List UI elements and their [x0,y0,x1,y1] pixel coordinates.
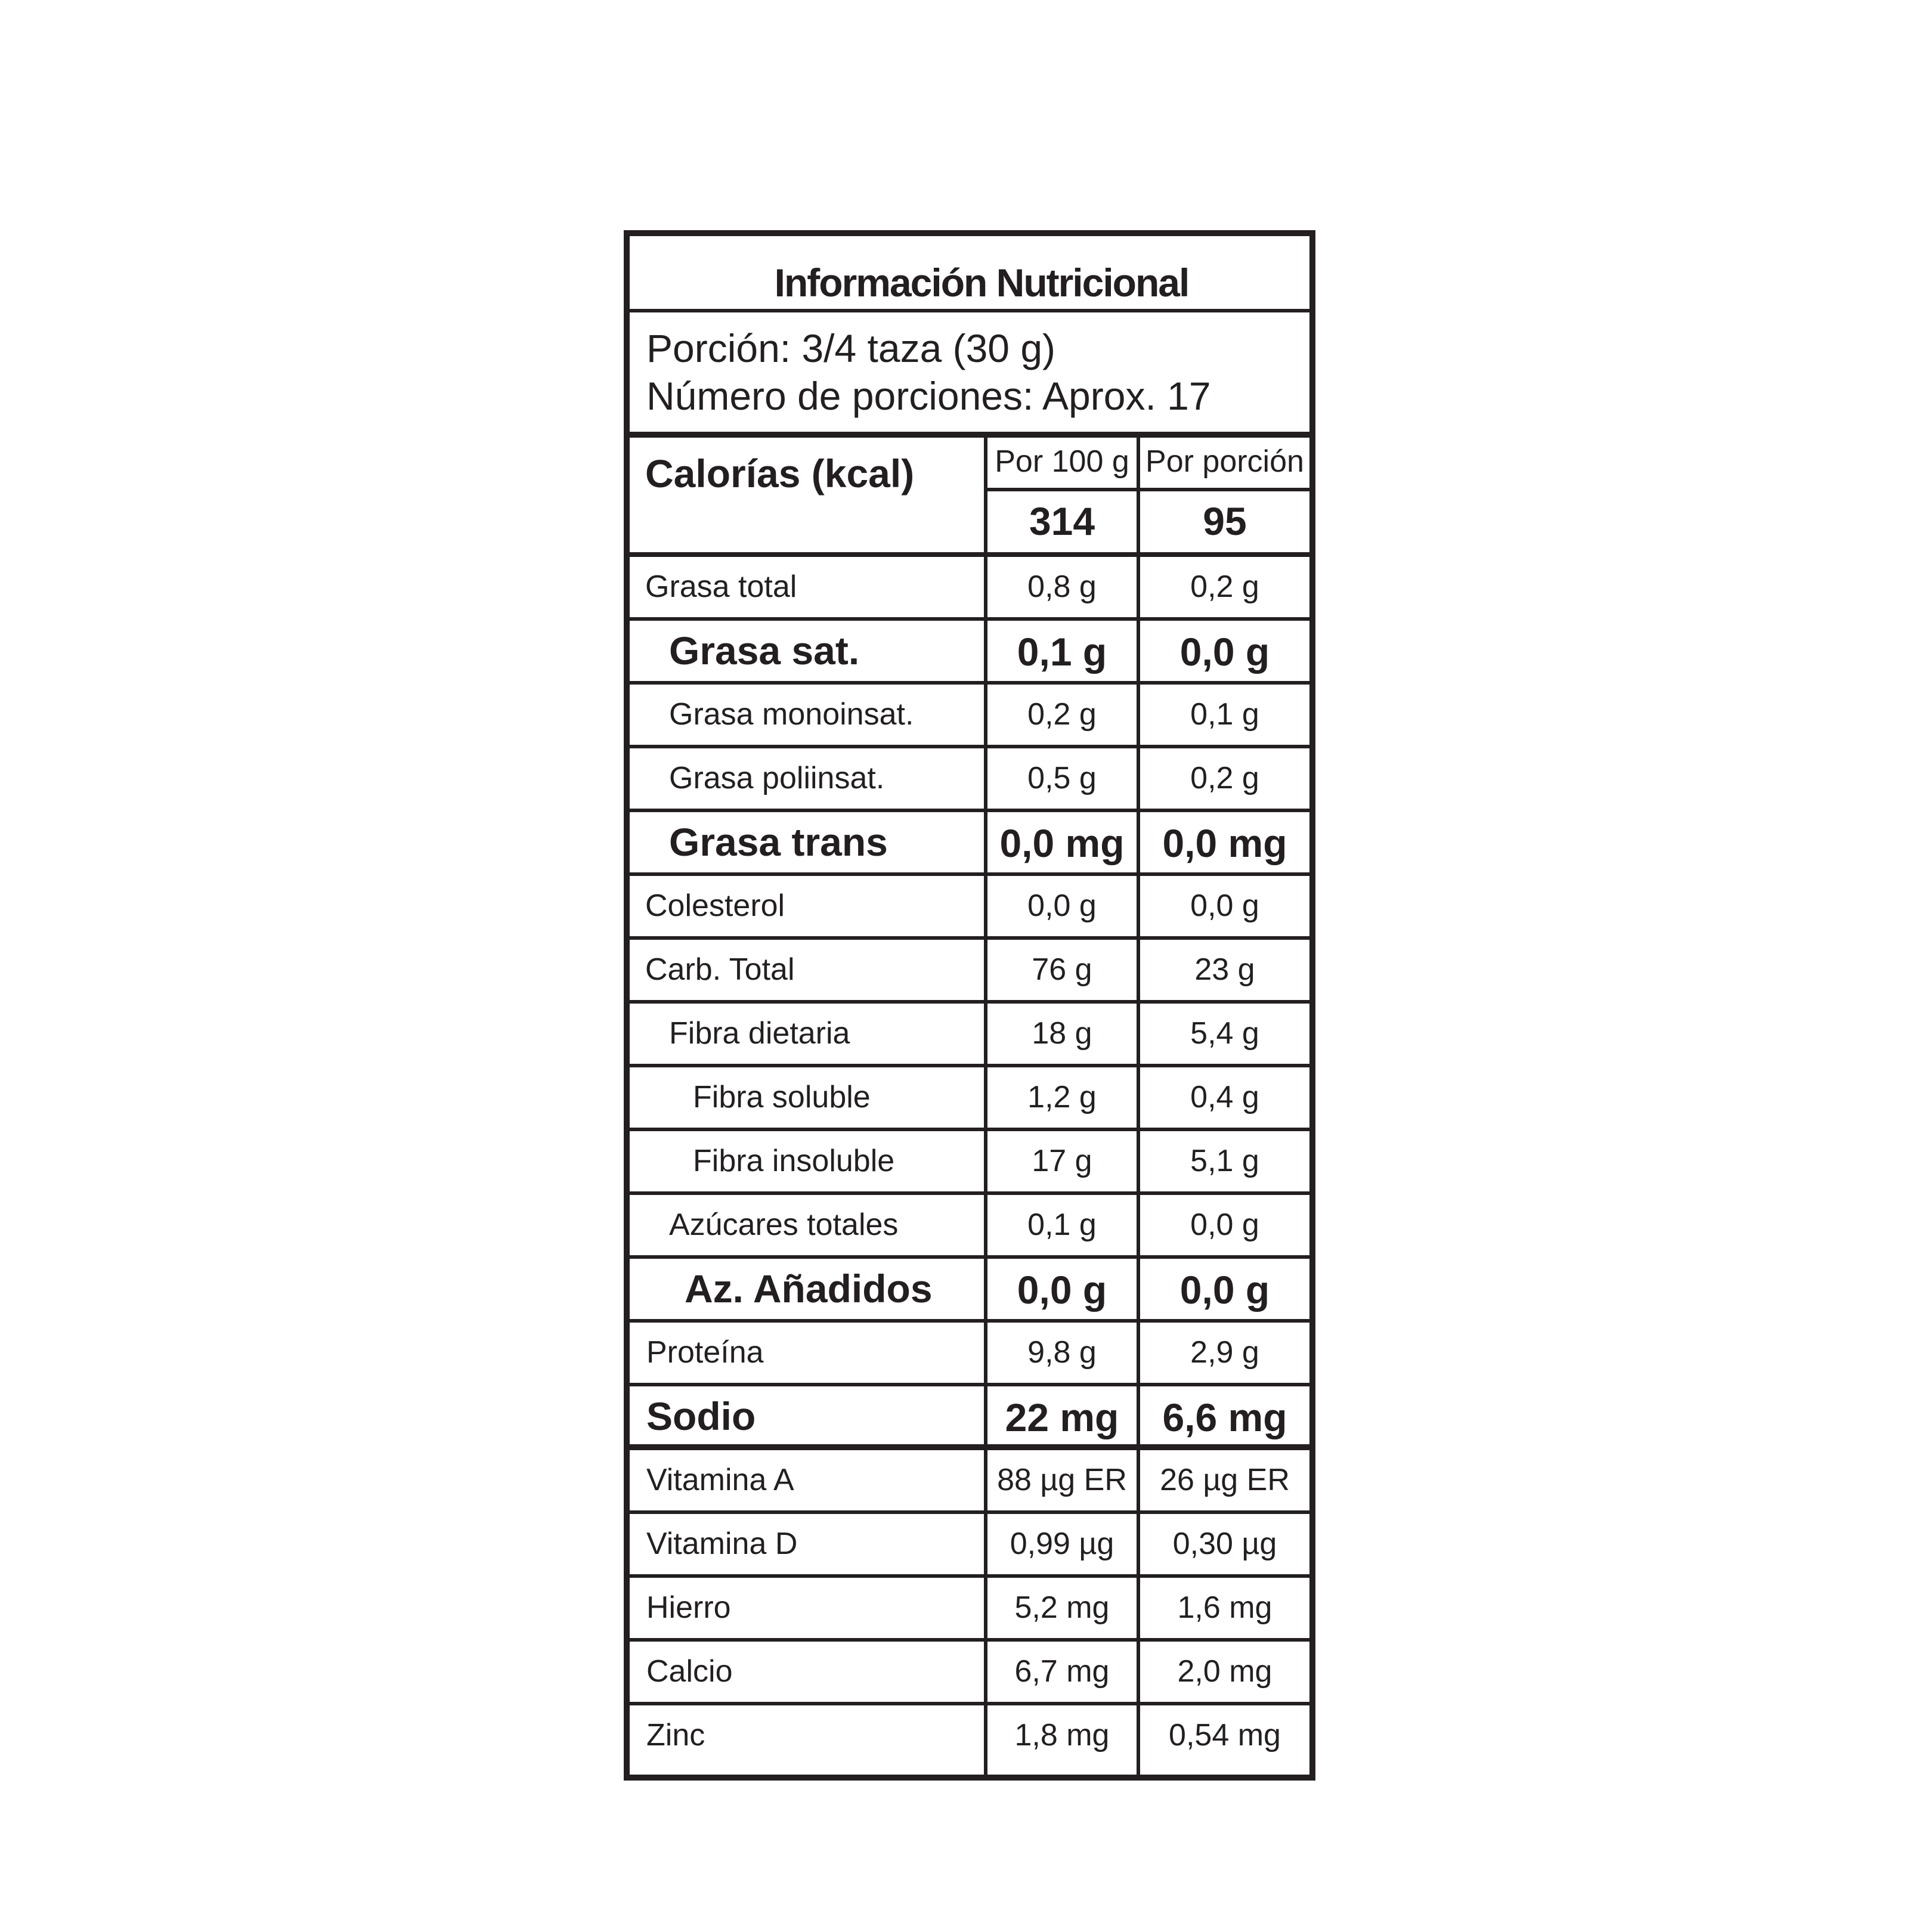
nutrient-row-fibra-dietaria [630,1004,1309,1067]
nutrient-row-grasa-sat [630,621,1309,685]
value-per-serving: 2,0 mg [1177,1654,1272,1689]
value-per-serving: 6,6 mg [1162,1395,1287,1439]
value-per-100g: 0,2 g [1027,697,1097,732]
table-title: Información Nutricional [774,261,1189,305]
value-per-serving: 1,6 mg [1177,1590,1272,1625]
value-per-100g: 9,8 g [1027,1335,1097,1370]
micronutrient-row-zinc [630,1705,1309,1769]
value-per-serving: 0,0 mg [1162,821,1287,865]
nutrient-name: Proteína [646,1335,764,1370]
nutrient-name: Grasa poliinsat. [669,761,885,795]
nutrient-name: Zinc [646,1718,705,1753]
column-header-per-serving: Por porción [1140,438,1309,491]
value-per-serving: 0,30 µg [1172,1527,1277,1561]
servings-per-container: Número de porciones: Aprox. 17 [646,374,1211,418]
value-per-100g: 0,0 mg [999,821,1125,865]
value-per-serving: 0,4 g [1190,1080,1259,1114]
value-per-100g: 1,2 g [1027,1080,1097,1114]
value-per-100g: 88 µg ER [997,1463,1127,1497]
nutrient-row-fibra-insoluble [630,1131,1309,1195]
serving-info [630,312,1309,438]
nutrient-name: Grasa sat. [669,628,860,673]
nutrient-row-proteina [630,1323,1309,1386]
value-per-serving: 0,0 g [1190,1208,1259,1242]
value-per-100g: 0,1 g [1027,1208,1097,1242]
value-per-serving: 0,54 mg [1169,1718,1281,1753]
nutrient-name: Hierro [646,1590,731,1625]
nutrient-row-grasa-total [630,557,1309,621]
value-per-100g: 0,0 g [1027,888,1097,923]
value-per-100g: 18 g [1032,1016,1092,1051]
nutrition-facts-table [624,230,1315,1781]
value-per-100g: 0,0 g [1017,1268,1107,1312]
nutrient-name: Colesterol [645,888,785,923]
nutrient-name: Az. Añadidos [685,1267,933,1311]
value-per-serving: 0,0 g [1179,630,1270,674]
nutrient-name: Fibra insoluble [693,1144,895,1178]
nutrient-name: Grasa monoinsat. [669,697,914,732]
value-per-100g: 6,7 mg [1014,1654,1110,1689]
value-per-100g: 0,99 µg [1010,1527,1114,1561]
nutrient-name: Vitamina A [646,1463,794,1497]
nutrient-row-colesterol [630,876,1309,940]
nutrient-name: Carb. Total [645,952,795,987]
value-per-serving: 0,2 g [1190,569,1259,604]
nutrient-row-carb-total [630,940,1309,1004]
value-per-100g: 22 mg [1005,1395,1119,1439]
nutrient-row-az-anadidos [630,1259,1309,1323]
nutrient-row-sodio [630,1386,1309,1450]
micronutrient-row-vitamina-d [630,1514,1309,1578]
value-per-100g: 1,8 mg [1014,1718,1110,1753]
value-per-serving: 0,0 g [1190,888,1259,923]
title-row [630,236,1309,312]
value-per-serving: 0,2 g [1190,761,1259,795]
value-per-100g: 76 g [1032,952,1092,987]
nutrient-name: Calcio [646,1654,733,1689]
value-per-100g: 17 g [1032,1144,1092,1178]
serving-size: Porción: 3/4 taza (30 g) [646,326,1056,370]
value-per-100g: 0,5 g [1027,761,1097,795]
nutrient-row-grasa-monoinsat [630,685,1309,748]
micronutrient-row-calcio [630,1642,1309,1705]
micronutrient-row-hierro [630,1578,1309,1642]
calories-row [630,438,1309,557]
value-per-serving: 2,9 g [1190,1335,1259,1370]
value-per-serving: 5,1 g [1190,1144,1259,1178]
value-per-100g: 5,2 mg [1014,1590,1110,1625]
micronutrient-row-vitamina-a [630,1450,1309,1514]
calories-label: Calorías (kcal) [645,451,915,496]
nutrient-name: Grasa total [645,569,797,604]
nutrient-row-grasa-poliinsat [630,748,1309,812]
nutrient-row-azucares-totales [630,1195,1309,1259]
calories-per-serving: 95 [1203,499,1247,543]
nutrient-name: Grasa trans [669,820,888,864]
value-per-serving: 23 g [1194,952,1255,987]
calories-per-100g: 314 [1029,499,1095,543]
nutrient-name: Vitamina D [646,1527,798,1561]
value-per-serving: 0,0 g [1179,1268,1270,1312]
nutrient-row-fibra-soluble [630,1067,1309,1131]
value-per-100g: 0,8 g [1027,569,1097,604]
value-per-serving: 0,1 g [1190,697,1259,732]
nutrient-row-grasa-trans [630,812,1309,876]
nutrient-name: Fibra soluble [693,1080,871,1114]
value-per-serving: 5,4 g [1190,1016,1259,1051]
nutrient-name: Azúcares totales [669,1208,899,1242]
nutrient-name: Fibra dietaria [669,1016,850,1051]
column-header-per-100g: Por 100 g [987,438,1137,491]
value-per-100g: 0,1 g [1017,630,1107,674]
value-per-serving: 26 µg ER [1160,1463,1290,1497]
nutrient-name: Sodio [646,1394,756,1438]
